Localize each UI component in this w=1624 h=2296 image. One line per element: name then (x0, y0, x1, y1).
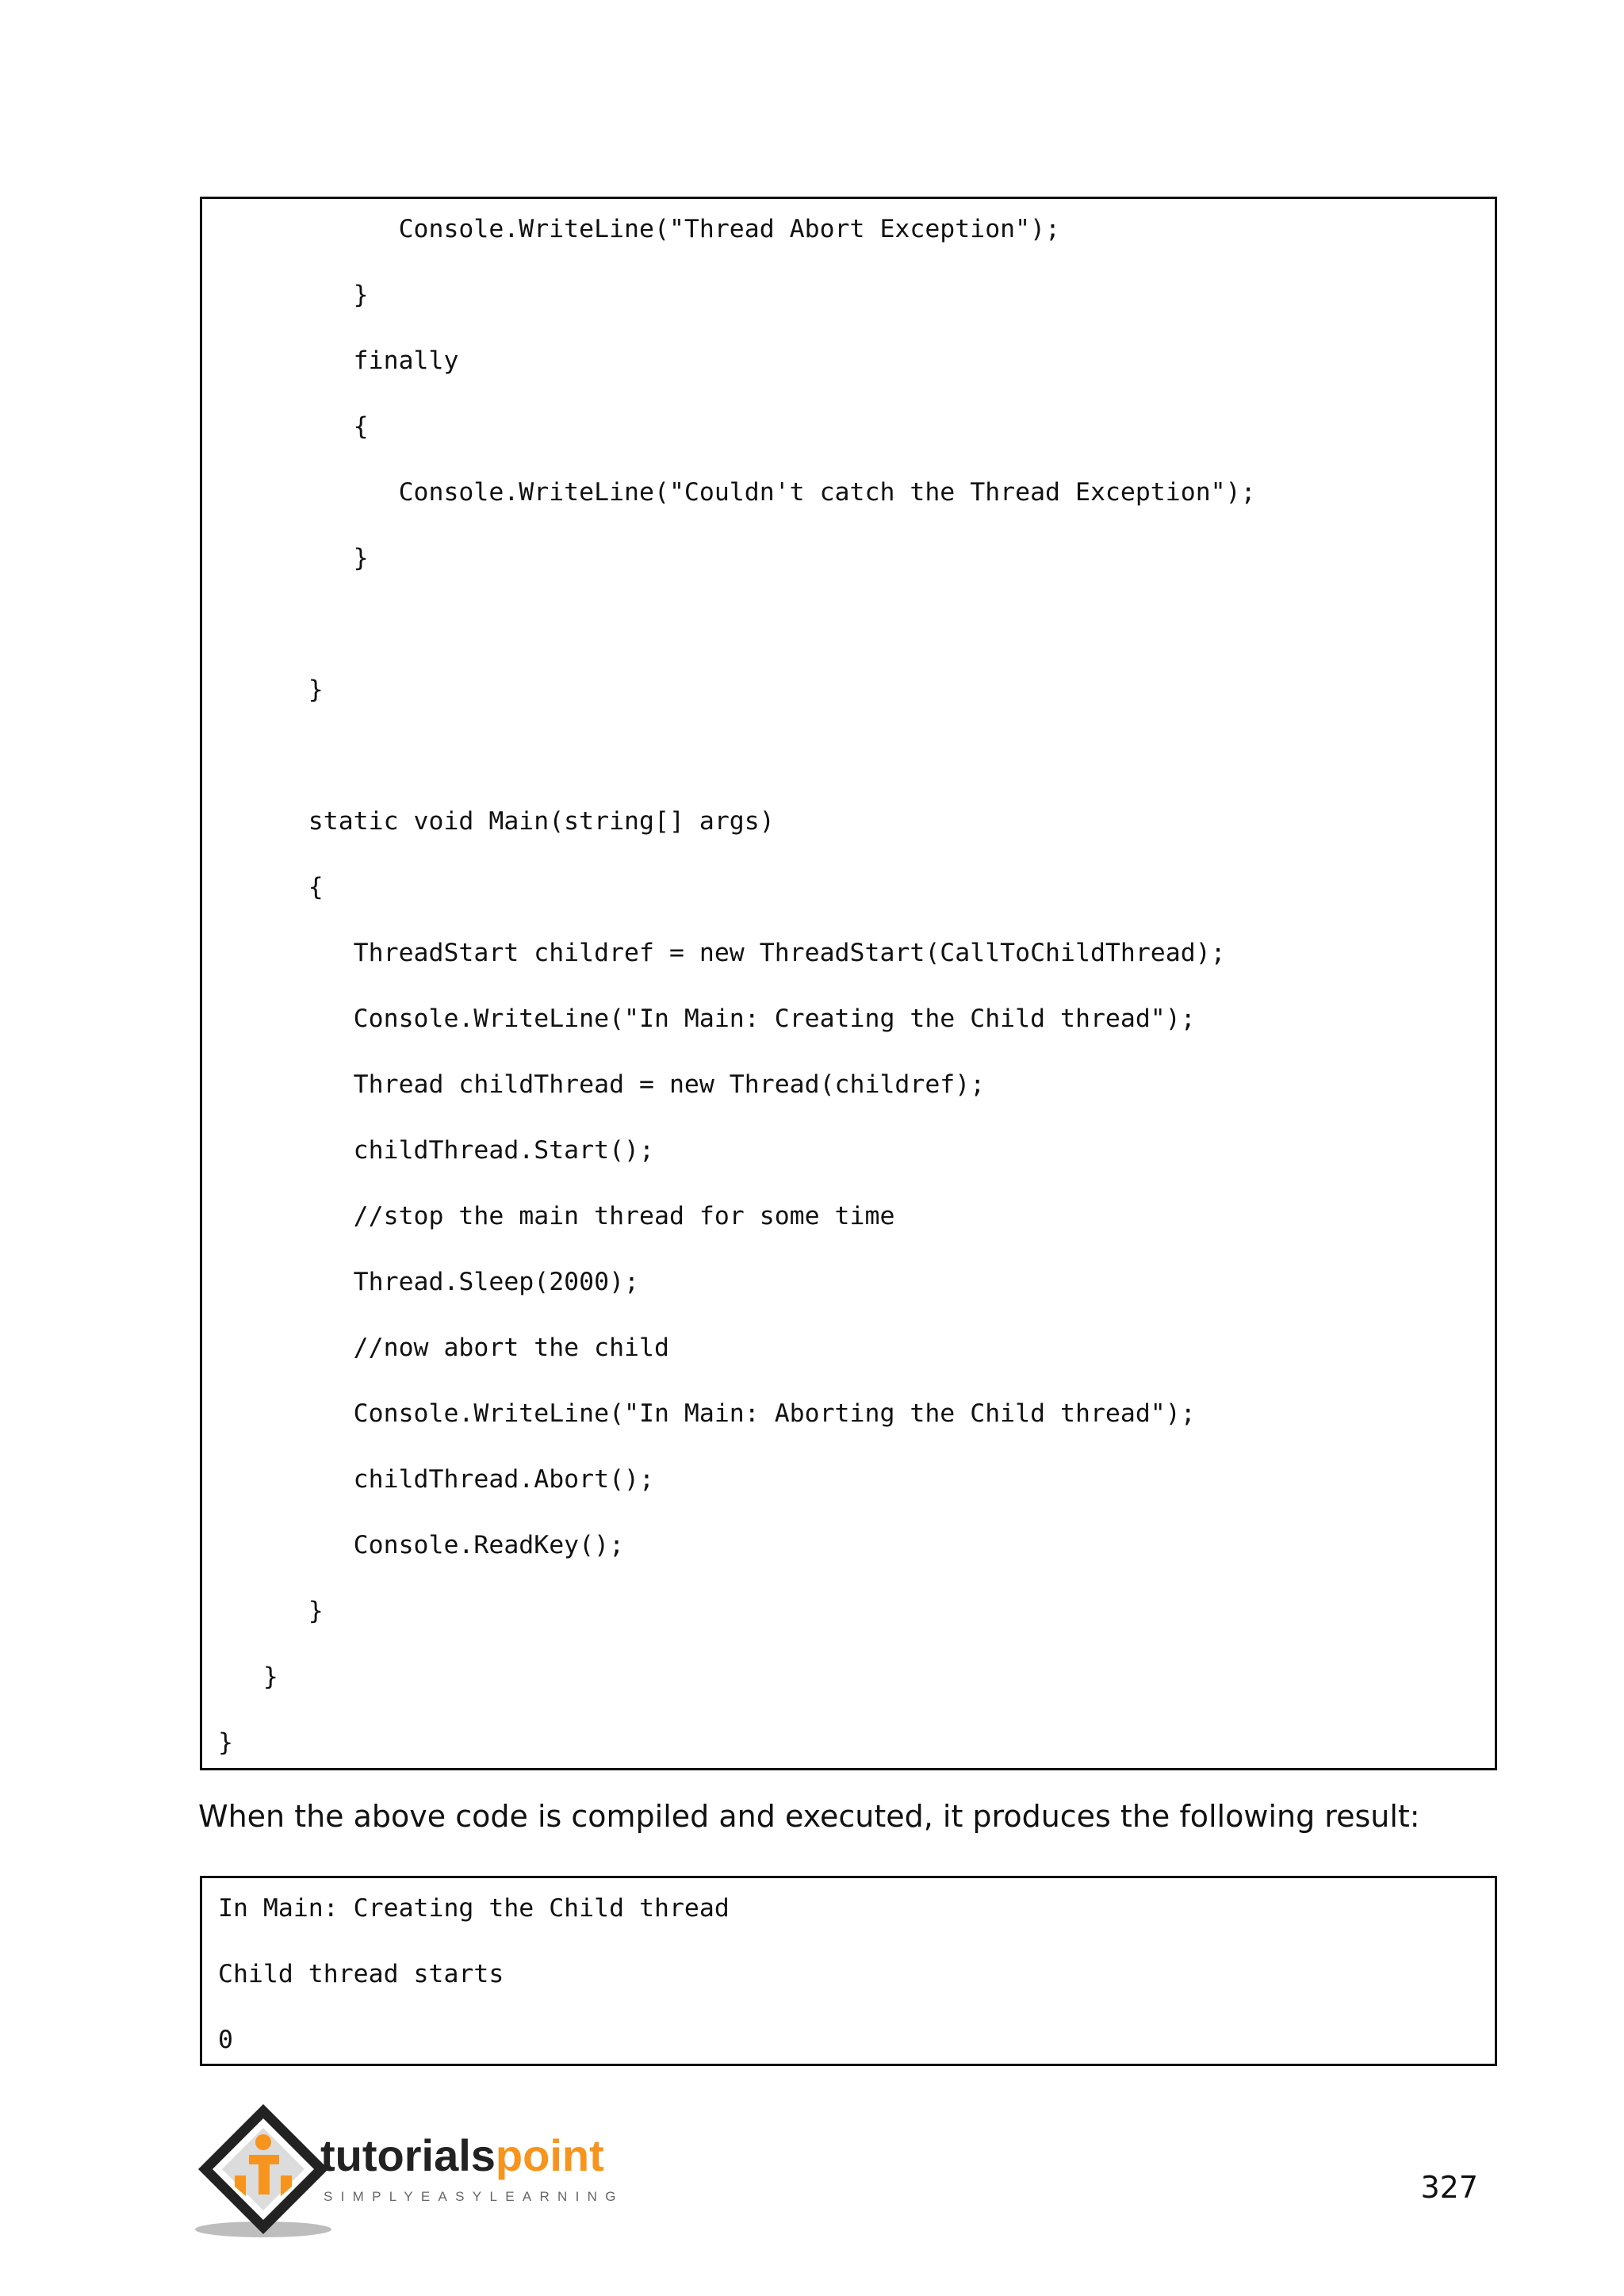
code-block (200, 197, 1497, 1770)
code-line: childThread.Abort(); (218, 1465, 654, 1494)
code-line (218, 608, 1256, 674)
tutorialspoint-logo-icon (193, 2099, 645, 2241)
code-line: Console.WriteLine("In Main: Aborting the Child thread"); (218, 1399, 1196, 1428)
code-line: static void Main(string[] args) (218, 807, 775, 836)
code-line: } (218, 1663, 278, 1691)
code-line: //stop the main thread for some time (218, 1202, 895, 1230)
code-line: finally (218, 346, 459, 375)
code-line: } (218, 1728, 233, 1757)
code-line: Console.WriteLine("Thread Abort Exception"); (218, 215, 1061, 243)
logo-brand-tutorials: tutorials (320, 2130, 496, 2180)
code-line: } (218, 544, 369, 572)
code-line: Console.WriteLine("Couldn't catch the Thread Exception"); (218, 478, 1256, 507)
result-intro-text: When the above code is compiled and executed, it produces the following result: (198, 1799, 1420, 1834)
code-line: Thread childThread = new Thread(childref); (218, 1070, 986, 1099)
svg-text:tutorialspoint (320, 2130, 604, 2180)
code-line: Child thread starts (218, 1960, 504, 1988)
code-line: Console.ReadKey(); (218, 1531, 625, 1559)
code-line (218, 740, 1256, 806)
code-line: } (218, 281, 369, 309)
code-line: childThread.Start(); (218, 1136, 654, 1165)
code-line: } (218, 675, 324, 704)
code-line: } (218, 1597, 324, 1625)
output-lines (218, 1892, 730, 2090)
logo-brand-point: point (495, 2130, 604, 2180)
code-line: ThreadStart childref = new ThreadStart(CallToChildThread); (218, 939, 1226, 967)
page-number: 327 (1420, 2170, 1478, 2205)
code-line: Console.WriteLine("In Main: Creating the Child thread"); (218, 1004, 1196, 1033)
code-lines (218, 213, 1256, 1793)
logo-tagline: SIMPLYEASYLEARNING (324, 2189, 624, 2204)
code-line: Thread.Sleep(2000); (218, 1268, 640, 1296)
code-line: //now abort the child (218, 1334, 669, 1362)
tutorialspoint-logo (193, 2099, 645, 2241)
code-line: { (218, 873, 324, 901)
code-line: 0 (218, 2026, 233, 2054)
output-block (200, 1876, 1497, 2066)
code-line: In Main: Creating the Child thread (218, 1894, 730, 1923)
code-line: { (218, 412, 369, 441)
